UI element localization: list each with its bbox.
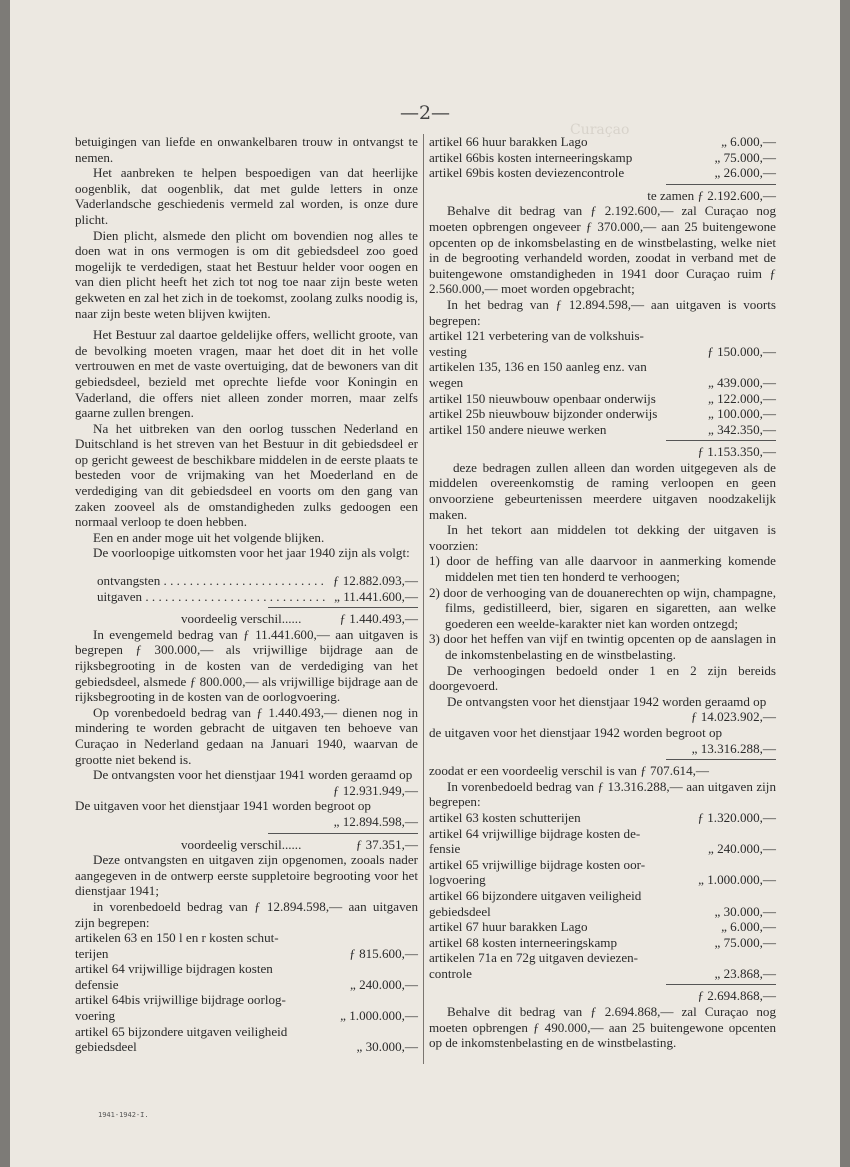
list-item: artikel 64bis vrijwillige bijdrage oorlog- voering „ 1.000.000,— [75,992,418,1024]
ledger-amount: „ 11.441.600,— [334,588,418,604]
total-line [666,759,776,760]
list-item: artikel 65 bijzondere uitgaven veiligheid gebiedsdeel „ 30.000,— [75,1023,418,1055]
list-item: 3) door het heffen van vijf en twintig opcenten op de aanslagen in de inkomstenbelasting en de winstbelasting. [429,631,776,662]
list-item: artikel 150 nieuwbouw openbaar onderwijs „ 122.000,— [429,390,776,406]
paragraph: Behalve dit bedrag van ƒ 2.694.868,— zal Curaçao nog moeten opbrengen ƒ 490.000,— aan 25 buitengewone opcenten op de inkomstenbelasting en de winstbelasting. [429,1004,776,1051]
list-item: artikel 68 kosten interneeringskamp „ 75.000,— [429,934,776,950]
list-item: artikel 150 andere nieuwe werken „ 342.350,— [429,421,776,437]
paragraph: Het aanbreken te helpen bespoedigen van dat heerlijke oogenblik, dat oogenblik, dat met gulde letters in onze Vaderlandsche geschiedenis vermeld zal worden, is onze dure plicht. [75,165,418,227]
ledger-label: ontvangsten . . . [97,573,326,589]
paragraph: Na het uitbreken van den oorlog tusschen Nederland en Duitschland is het streven van het Bestuur in dit gebiedsdeel er op gericht geweest de beschikbare middelen in de eerste plaats te besteden voor de vrijmaking van het Moederland en de verdediging van dit gebiedsdeel en voorts om den gang van zaken zooveel als de omstandigheden zulks gedoogen een normaal verloop te doen hebben. [75,420,418,530]
list-item: artikelen 135, 136 en 150 aanleg enz. van wegen „ 439.000,— [429,359,776,390]
paragraph: betuigingen van liefde en onwankelbaren trouw in ontvangst te nemen. [75,134,418,165]
item-list [429,328,776,437]
paragraph: de uitgaven voor het dienstjaar 1942 worden begroot op [429,724,723,740]
list-item: artikel 66 bijzondere uitgaven veiligheid gebiedsdeel „ 30.000,— [429,887,776,919]
page-number: —2— [399,102,451,124]
list-item: artikel 65 vrijwillige bijdrage kosten oor- logvoering „ 1.000.000,— [429,856,776,888]
ledger-amount: „ 12.894.598,— [333,813,418,829]
paragraph: De ontvangsten voor het dienstjaar 1942 worden geraamd op [447,693,767,709]
total-line [666,984,776,985]
ledger-row [75,589,418,605]
item-list [429,810,776,982]
right-column [429,134,776,1051]
paragraph: Een en ander moge uit het volgende blijken. [93,529,325,545]
paragraph: De voorloopige uitkomsten voor het jaar 1940 zijn als volgt: [93,545,410,561]
total-line [666,184,776,185]
list-item: artikel 64 vrijwillige bijdragen kosten defensie „ 240.000,— [75,961,418,992]
list-item: artikel 66 huur barakken Lago „ 6.000,— [429,134,776,149]
total-row [75,611,418,627]
list-item: 2) door de verhooging van de douanerechten op wijn, champagne, films, gedistilleerd, bier, sigaren en sigaretten, aan welke goederen een weelde-karakter niet kan worden ontzegd; [429,584,776,631]
paragraph: De uitgaven voor het dienstjaar 1941 worden begroot op [75,798,371,814]
paragraph: Deze ontvangsten en uitgaven zijn opgenomen, zooals nader aangegeven in de ontwerp eerste suppletoire begrooting voor het dienstjaar 1941; [75,852,418,899]
total-amount: te zamen ƒ 2.192.600,— [647,187,776,203]
list-item: artikel 25b nieuwbouw bijzonder onderwijs „ 100.000,— [429,406,776,422]
paragraph: De verhoogingen bedoeld onder 1 en 2 zijn bereids doorgevoerd. [429,662,776,694]
total-label: voordeelig verschil...... [181,611,302,627]
paragraph: in vorenbedoeld bedrag van ƒ 12.894.598,— aan uitgaven zijn begrepen: [75,898,418,930]
list-item: artikelen 71a en 72g uitgaven deviezen- controle „ 23.868,— [429,950,776,981]
print-code: 1941-1942-I. [98,1111,149,1119]
total-line [666,440,776,441]
list-item: artikelen 63 en 150 l en r kosten schut- terijen ƒ 815.600,— [75,930,418,961]
paragraph: deze bedragen zullen alleen dan worden uitgegeven als de middelen overeenkomstig de raming verloopen en geen onvoorziene gebeurtenissen meerdere uitgaven noodzakelijk maken. [429,459,776,522]
list-item: artikel 64 vrijwillige bijdrage kosten de- fensie „ 240.000,— [429,825,776,857]
total-line [268,607,418,608]
list-item: artikel 121 verbetering van de volkshuis- vesting ƒ 150.000,— [429,328,776,359]
ledger-amount: ƒ 12.882.093,— [332,573,418,589]
total-row [75,837,418,853]
item-list [75,930,418,1055]
paragraph: In het tekort aan middelen tot dekking der uitgaven is voorzien: [429,522,776,553]
list-item: artikel 69bis kosten deviezencontrole „ 26.000,— [429,165,776,181]
total-label: voordeelig verschil...... [181,836,302,852]
paragraph: In het bedrag van ƒ 12.894.598,— aan uitgaven is voorts begrepen: [429,296,776,328]
ledger-label: uitgaven . . . [97,589,326,605]
list-item: artikel 63 kosten schutterijen ƒ 1.320.000,— [429,809,776,825]
ledger-amount: ƒ 12.931.949,— [332,782,418,798]
ledger-amount: ƒ 14.023.902,— [690,709,776,725]
total-amount: ƒ 37.351,— [355,836,418,852]
total-amount: ƒ 1.153.350,— [697,444,776,460]
total-amount: ƒ 1.440.493,— [339,611,418,627]
list-item: artikel 67 huur barakken Lago „ 6.000,— [429,919,776,935]
paragraph: In evengemeld bedrag van ƒ 11.441.600,— aan uitgaven is begrepen ƒ 300.000,— als vrijwillige bijdrage aan de rijksbegrooting in de kosten van de verdediging van het gebiedsdeel, alsmede ƒ 800.000,— als vrijwillige bijdrage aan de rijksbegrooting in de kosten van de oorlogvoering. [75,626,418,705]
ledger-amount: „ 13.316.288,— [691,740,776,756]
paragraph: In vorenbedoeld bedrag van ƒ 13.316.288,— aan uitgaven zijn begrepen: [429,778,776,810]
paragraph: De ontvangsten voor het dienstjaar 1941 worden geraamd op [93,767,413,783]
paragraph: Op vorenbedoeld bedrag van ƒ 1.440.493,— dienen nog in mindering te worden gebracht de uitgaven ten behoeve van Curaçao in Nederland gedaan na Januari 1940, waarvan de grootte niet bekend is. [75,704,418,767]
list-item: 1) door de heffing van alle daarvoor in aanmerking komende middelen met tien ten honderd te verhoogen; [429,553,776,585]
document-page [10,0,840,1167]
total-line [268,833,418,834]
bleed-through-text: Curaçao [570,122,630,138]
paragraph: Behalve dit bedrag van ƒ 2.192.600,— zal Curaçao nog moeten opbrengen ongeveer ƒ 370.000,— aan 25 buitengewone opcenten op de inkomsbelasting en de winstbelasting, welke niet in de begrooting verhandeld worden, zoodat in verband met de buitengewone omstandigheden in 1941 door Curaçao ruim ƒ 2.560.000,— moet worden opgebracht; [429,203,776,297]
paragraph: zoodat er een voordeelig verschil is van ƒ 707.614,— [429,763,709,779]
paragraph: Dien plicht, alsmede den plicht om bovendien nog alles te doen wat in ons vermogen is om dit gebiedsdeel zoo goed mogelijk te verdedigen, staat het Bestuur helder voor oogen en van dien plicht heeft het zich tot nog toe naar zijn beste weten gekweten en zal het zich in de toekomst, zoolang zulks noodig is, naar zijn beste weten blijven kwijten. [75,227,418,321]
left-column [75,134,418,1055]
list-item: artikel 66bis kosten interneeringskamp „ 75.000,— [429,149,776,165]
paragraph: Het Bestuur zal daartoe geldelijke offers, wellicht groote, van de bevolking moeten vragen, maar het doet dit in het volle vertrouwen en met de vaste overtuiging, dat de bewoners van dit gebiedsdeel, bezield met oprechte liefde voor Koningin en Vaderland, die offers niet alleen zonder morren, maar zelfs gaarne zullen brengen. [75,327,418,421]
column-divider [423,134,424,1064]
item-list [429,134,776,181]
total-amount: ƒ 2.694.868,— [697,988,776,1004]
ledger-row [75,573,418,589]
